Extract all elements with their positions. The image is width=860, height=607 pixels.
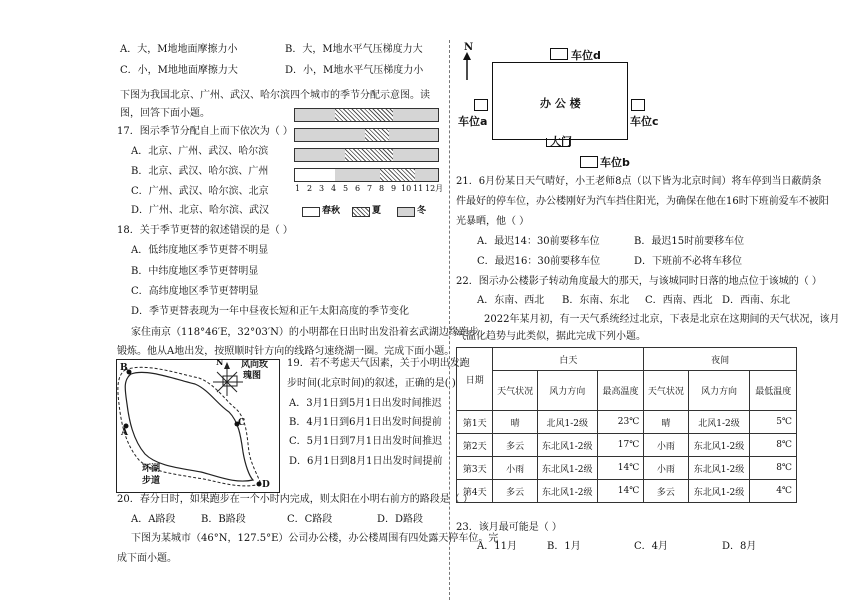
q23-option-d: D．8月	[722, 541, 757, 552]
cell: 东北风1-2级	[537, 480, 597, 503]
month-tick: 6	[355, 184, 361, 193]
cell: 14℃	[597, 457, 644, 480]
cell: 北风1-2级	[537, 411, 597, 434]
q19-option-b: B．4月1日到6月1日出发时间提前	[289, 417, 442, 428]
month-tick: 8	[379, 184, 385, 193]
q23-option-a: A．11月	[477, 541, 517, 552]
legend-swatch-spring-autumn	[302, 207, 320, 217]
cell: 小雨	[644, 434, 688, 457]
month-tick: 5	[343, 184, 349, 193]
q18-option-a: A．低纬度地区季节更替不明显	[131, 245, 269, 256]
parking-spot-c-label: 车位c	[630, 115, 659, 128]
cell: 小雨	[493, 457, 537, 480]
table-row	[457, 434, 797, 457]
cell: 5℃	[750, 411, 797, 434]
month-tick: 12月	[425, 184, 444, 193]
month-tick: 10	[401, 184, 412, 193]
parking-spot-a	[474, 99, 488, 111]
gate-label: 大门	[550, 135, 572, 148]
q20-option-b: B．B路段	[201, 514, 246, 525]
header-night: 夜间	[644, 348, 797, 371]
season-bar-3	[294, 148, 439, 162]
legend-label: 夏	[372, 206, 382, 216]
subheader: 风力方向	[688, 371, 750, 411]
q21-option-c: C．最迟16：30前要移车位	[477, 256, 601, 267]
subheader: 最高温度	[597, 371, 644, 411]
cell: 多云	[644, 480, 688, 503]
north-label: N	[464, 42, 474, 53]
point-a-label: A	[121, 428, 128, 438]
legend-label: 春秋	[322, 206, 341, 216]
q22-option-d: D．西南、东北	[722, 295, 791, 306]
q21-stem-line1: 21．6月份某日天气晴好，小王老师8点（以下皆为北京时间）将车停到当日蔽荫条	[456, 176, 822, 187]
q21-option-b: B．最迟15时前要移车位	[634, 236, 745, 247]
q16-option-a: A．大，M地地面摩擦力小	[120, 44, 238, 55]
q22-option-c: C．西南、西北	[645, 295, 713, 306]
q21-option-a: A．最迟14：30前要移车位	[477, 236, 600, 247]
cell: 小雨	[644, 457, 688, 480]
cell: 17℃	[597, 434, 644, 457]
weather-table	[456, 347, 797, 503]
q19-stem-line2: 步时间(北京时间)的叙述，正确的是( )	[287, 378, 456, 389]
legend-swatch-winter	[397, 207, 415, 217]
subheader: 天气状况	[644, 371, 688, 411]
q16-option-b: B．大，M地水平气压梯度力大	[285, 44, 423, 55]
season-months	[294, 184, 444, 196]
subheader: 风力方向	[537, 371, 597, 411]
intro-run-line2: 锻炼。他从A地出发，按照顺时针方向的线路匀速绕湖一圈。完成下面小题。	[117, 346, 455, 357]
subheader: 天气状况	[493, 371, 537, 411]
cell: 8℃	[750, 434, 797, 457]
cell: 东北风1-2级	[537, 457, 597, 480]
q21-option-d: D．下班前不必将车移位	[634, 256, 743, 267]
intro-weather-line2: 气温化趋势与此类似，据此完成下列小题。	[456, 331, 646, 342]
table-row	[457, 457, 797, 480]
wind-rose-title: 风向玫	[241, 360, 269, 370]
cell: 晴	[644, 411, 688, 434]
parking-spot-d-label: 车位d	[571, 49, 601, 62]
cell: 多云	[493, 434, 537, 457]
cell: 东北风1-2级	[537, 434, 597, 457]
cell: 多云	[493, 480, 537, 503]
q19-option-c: C．5月1日到7月1日出发时间推迟	[289, 436, 443, 447]
q21-stem-line3: 光暴晒，他（ ）	[456, 216, 530, 227]
header-date: 日期	[457, 348, 493, 411]
q19-option-a: A．3月1日到5月1日出发时间推迟	[289, 398, 442, 409]
legend-swatch-summer	[352, 207, 370, 217]
north-arrow-icon	[461, 52, 473, 82]
season-bar-1	[294, 108, 439, 122]
table-row	[457, 480, 797, 503]
cell: 8℃	[750, 457, 797, 480]
month-tick: 3	[319, 184, 325, 193]
month-tick: 11	[413, 184, 424, 193]
q18-stem: 18．关于季节更替的叙述错误的是（ ）	[117, 225, 293, 236]
intro-weather-line1: 2022年某月初，有一天气系统经过北京，下表是北京在这期间的天气状况，该月	[484, 314, 840, 325]
lake-map	[116, 359, 280, 493]
cell: 4℃	[750, 480, 797, 503]
q23-stem: 23．该月最可能是（ ）	[456, 522, 562, 533]
subheader: 最低温度	[750, 371, 797, 411]
month-tick: 4	[331, 184, 337, 193]
q16-option-c: C．小，M地地面摩擦力大	[120, 65, 238, 76]
q17-stem: 17．图示季节分配自上而下依次为（ ）	[117, 126, 293, 137]
season-bar-2	[294, 128, 439, 142]
building-label: 办 公 楼	[540, 97, 581, 110]
q21-stem-line2: 件最好的停车位，办公楼刚好为汽车挡住阳光，为确保在他在16时下班前爱车不被阳	[456, 196, 829, 207]
point-c-label: C	[238, 418, 246, 428]
parking-spot-c	[631, 99, 645, 111]
intro-run-line1: 家住南京（118°46′E，32°03′N）的小明都在日出时出发沿着玄武湖边缘跑步	[131, 327, 479, 338]
cell: 晴	[493, 411, 537, 434]
path-label: 环湖	[142, 464, 161, 474]
table-row	[457, 411, 797, 434]
header-day: 白天	[493, 348, 644, 371]
q18-option-c: C．高纬度地区季节更替明显	[131, 286, 259, 297]
q17-option-c: C．广州、武汉、哈尔滨、北京	[131, 186, 269, 197]
q17-option-a: A．北京、广州、武汉、哈尔滨	[131, 146, 269, 157]
q23-option-c: C．4月	[634, 541, 669, 552]
parking-spot-b-label: 车位b	[600, 156, 630, 169]
season-bar-4	[294, 168, 439, 182]
legend-label: 冬	[417, 206, 427, 216]
parking-spot-a-label: 车位a	[458, 115, 488, 128]
q22-option-a: A．东南、西北	[477, 295, 545, 306]
cell: 东北风1-2级	[688, 434, 750, 457]
cell: 东北风1-2级	[688, 480, 750, 503]
q19-stem-line1: 19．若不考虑天气因素，关于小明出发跑	[287, 358, 470, 369]
q20-stem: 20．春分日时，如果跑步在一个小时内完成，则太阳在小明右前方的路段是（ ）	[117, 494, 473, 505]
intro-seasons: 下图为我国北京、广州、武汉、哈尔滨四个城市的季节分配示意图。读图，回答下面小题。	[120, 90, 430, 119]
cell: 第1天	[457, 411, 493, 434]
parking-spot-b	[580, 156, 598, 168]
q20-option-a: A．A路段	[131, 514, 176, 525]
q22-option-b: B．东南、东北	[562, 295, 630, 306]
point-b-label: B	[120, 363, 128, 373]
north-label: N	[216, 357, 224, 367]
cell: 东北风1-2级	[688, 457, 750, 480]
q17-option-b: B．北京、武汉、哈尔滨、广州	[131, 166, 269, 177]
cell: 23℃	[597, 411, 644, 434]
q23-option-b: B．1月	[547, 541, 581, 552]
month-tick: 2	[307, 184, 313, 193]
q16-option-d: D．小，M地水平气压梯度力小	[285, 65, 424, 76]
q17-option-d: D．广州、北京、哈尔滨、武汉	[131, 205, 270, 216]
wind-rose-title: 瑰图	[243, 371, 262, 381]
office-map	[456, 40, 756, 170]
cell: 第3天	[457, 457, 493, 480]
q18-option-b: B．中纬度地区季节更替明显	[131, 266, 259, 277]
season-chart	[294, 108, 444, 220]
cell: 第4天	[457, 480, 493, 503]
month-tick: 1	[295, 184, 301, 193]
cell: 14℃	[597, 480, 644, 503]
q20-option-c: C．C路段	[287, 514, 333, 525]
q20-option-d: D．D路段	[377, 514, 424, 525]
month-tick: 7	[367, 184, 373, 193]
parking-spot-d	[550, 48, 568, 60]
cell: 第2天	[457, 434, 493, 457]
q22-stem: 22．图示办公楼影子转动角度最大的那天，与该城同时日落的地点位于该城的（ ）	[456, 276, 822, 287]
point-d-label: D	[262, 480, 270, 490]
month-tick: 9	[391, 184, 397, 193]
path-label: 步道	[142, 476, 161, 486]
q18-option-d: D．季节更替表现为一年中昼夜长短和正午太阳高度的季节变化	[131, 306, 410, 317]
intro-city-line1: 下图为某城市（46°N，127.5°E）公司办公楼，办公楼周围有四处露天停车位。完	[131, 533, 499, 544]
column-divider	[449, 40, 451, 600]
intro-city-line2: 成下面小题。	[117, 553, 177, 564]
cell: 北风1-2级	[688, 411, 750, 434]
q19-option-d: D．6月1日到8月1日出发时间提前	[289, 456, 443, 467]
